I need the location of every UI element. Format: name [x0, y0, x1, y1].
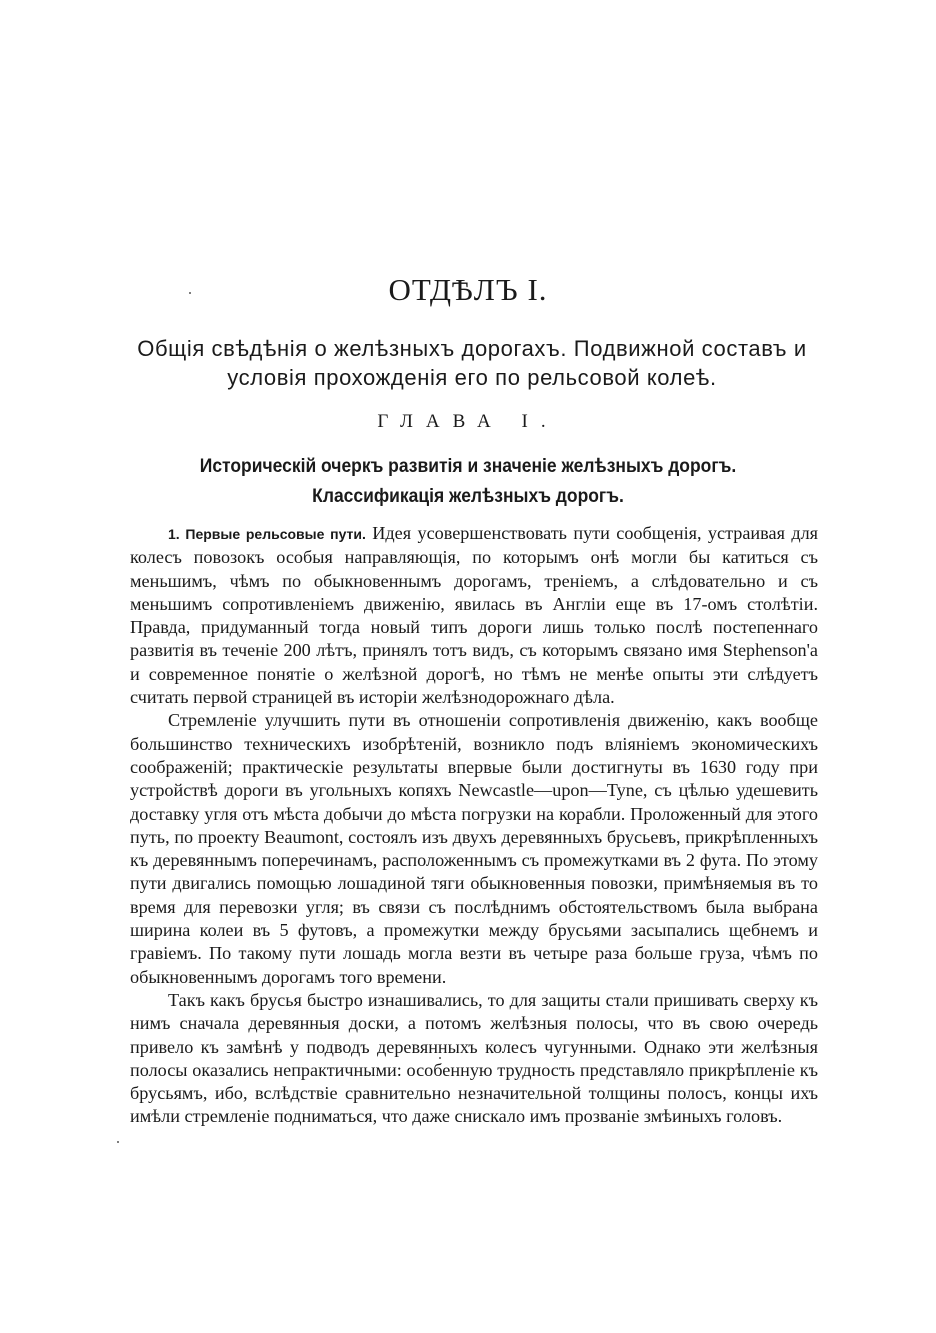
paragraph-2: [130, 709, 818, 989]
chapter-label: ГЛАВА I.: [377, 411, 559, 432]
section-title: ОТДѢЛЪ I.: [388, 272, 548, 307]
paragraph-text: Такъ какъ брусья быстро изнашивались, то для защиты стали пришивать сверху къ нимъ сначала деревянныя доски, а потомъ желѣзныя полосы, что въ свою очередь привело къ замѣнѣ у подводъ деревянныхъ колесъ чугунными. Однако эти желѣзныя полосы оказались непрактичными: особенную трудность представляло прикрѣпленіе къ брусьямъ, ибо, вслѣдствіе сравнительно незначительной толщины полосъ, концы ихъ имѣли стремленіе подниматься, что даже снискало имъ прозваніе змѣиныхъ головъ.: [130, 989, 818, 1127]
paragraph-heading: 1. Первые рельсовые пути.: [168, 526, 366, 542]
paragraph-text: Стремленіе улучшить пути въ отношеніи сопротивленія движенію, какъ вообще большинство техническихъ изобрѣтеній, возникло подъ вліяніемъ экономическихъ соображеній; практическіе результаты впервые были достигнуты въ 1630 году при устройствѣ дороги въ угольныхъ копяхъ Newcastle—upon—Tyne, съ цѣлью удешевить доставку угля отъ мѣста добычи до мѣста погрузки на корабли. Проложенный для этого путь, по проекту Beaumont, состоялъ изъ двухъ деревянныхъ брусьевъ, прикрѣпленныхъ къ деревяннымъ поперечинамъ, расположеннымъ съ промежутками въ 2 фута. По этому пути двигались помощью лошадиной тяги обыкновенныя повозки, примѣняемыя въ то время для перевозки угля; въ связи съ послѣднимъ обстоятельствомъ была выбрана ширина колеи въ 5 футовъ, а промежутки между брусьями засыпались щебнемъ и гравіемъ. По такому пути лошадь могла везти въ четыре раза больше груза, чѣмъ по обыкновеннымъ дорогамъ того времени.: [130, 710, 818, 987]
section-subtitle: Общія свѣдѣнія о желѣзныхъ дорогахъ. Подвижной составъ и условія прохожденія его по рельсовой колеѣ.: [137, 336, 807, 390]
paragraph-text: Идея усовершенствовать пути сообщенія, устраивая для колесъ повозокъ особыя направляющія, по которымъ онѣ могли бы катиться съ меньшимъ, чѣмъ по обыкновеннымъ дорогамъ, треніемъ, а слѣдовательно и съ меньшимъ сопротивленіемъ движенію, явилась въ Англіи еще въ 17-омъ столѣтіи. Правда, придуманный тогда новый типъ дороги лишь только послѣ постепеннаго развитія въ теченіе 200 лѣтъ, принялъ тотъ видъ, съ которымъ связано имя Stephenson'а и современное понятіе о желѣзной дорогѣ, но тѣмъ не менѣе опыты эти слѣдуетъ считать первой страницей въ исторіи желѣзнодорожнаго дѣла.: [130, 523, 819, 708]
body-text: [130, 522, 818, 1129]
chapter-title: Историческій очеркъ развитія и значеніе желѣзныхъ дорогъ. Классификація желѣзныхъ дорогъ.: [199, 456, 737, 507]
print-speck: [117, 1141, 119, 1143]
paragraph-1: [130, 522, 818, 709]
paragraph-3: [130, 989, 818, 1129]
